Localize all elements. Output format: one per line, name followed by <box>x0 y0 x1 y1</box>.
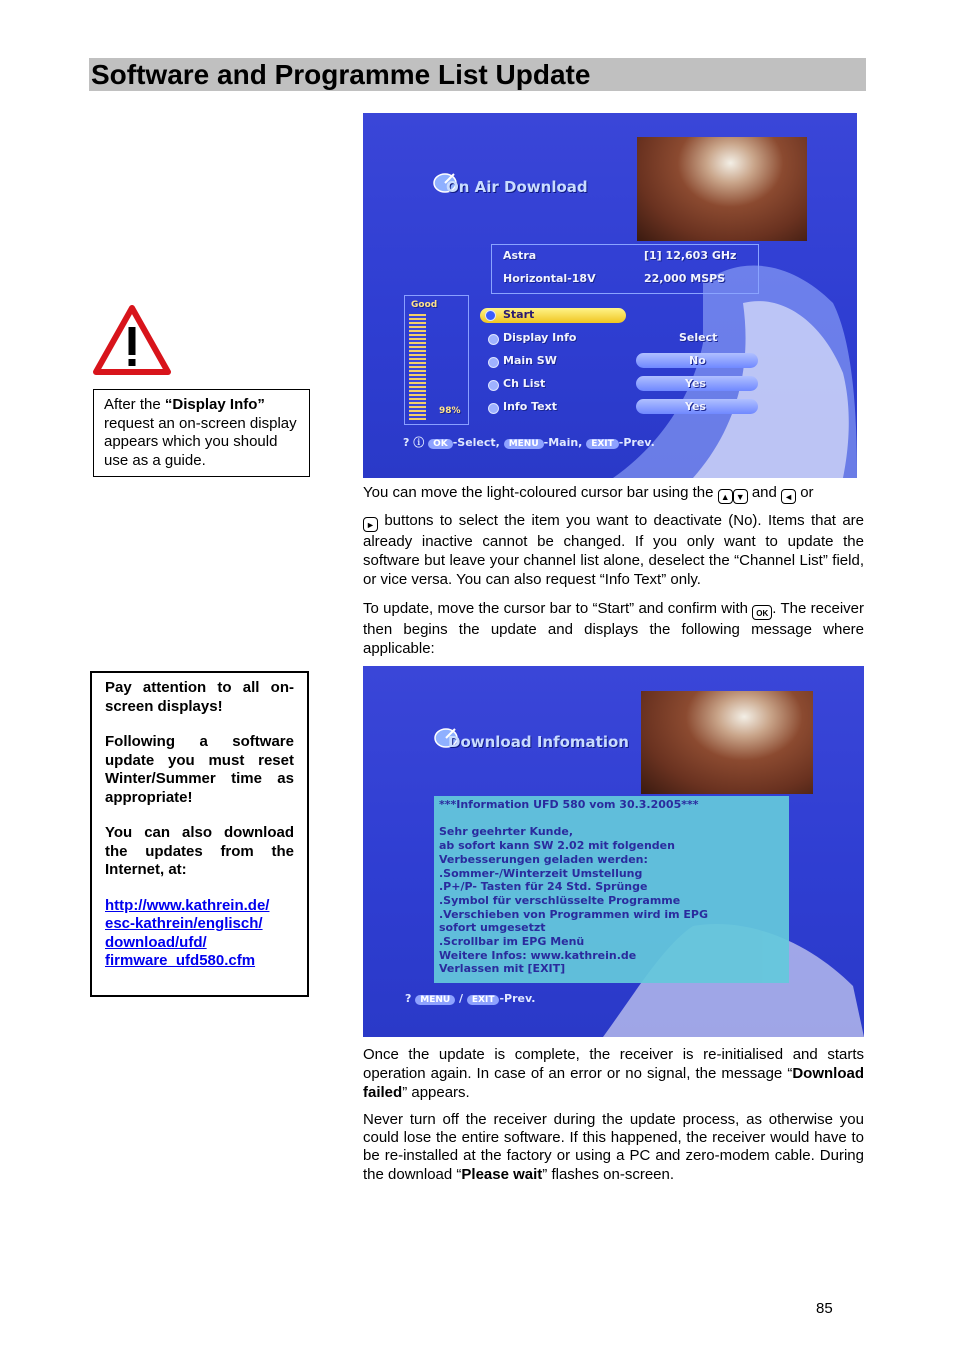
attention-box <box>90 671 309 997</box>
ch-list-value: Yes <box>685 377 706 390</box>
menu-bullet-ch-list <box>488 380 499 391</box>
info-text-value: Yes <box>685 400 706 413</box>
para1-b: and <box>747 484 782 501</box>
screen2-title: Download Infomation <box>448 733 629 751</box>
signal-level-meter <box>404 295 469 425</box>
para1-a: You can move the light-coloured cursor bar using the <box>363 484 718 501</box>
ok-key-pill: OK <box>428 439 453 449</box>
on-air-download-screenshot <box>363 113 857 478</box>
info-icon: ⓘ <box>413 436 425 449</box>
screen1-hint-bar <box>403 434 655 450</box>
help-icon: ? <box>403 436 410 449</box>
para4-a: Never turn off the receiver during the update process, as otherwise you could lose the entire software. If this happened, the receiver would have to be re-installed at the factory or using a PC and zero-modem cable. During the download “ <box>363 1111 864 1183</box>
note-highlight: “Display Info” <box>164 396 265 413</box>
firmware-link-line-2[interactable]: esc-kathrein/englisch/ <box>105 915 263 932</box>
satellite-name: Astra <box>503 249 537 262</box>
hint-main: -Main, <box>543 436 583 449</box>
attention-p2: Following a software update you must reset Winter/Summer time as appropriate! <box>105 733 294 806</box>
note-prefix: After the <box>104 396 165 413</box>
menu-key-pill: MENU <box>504 439 544 449</box>
main-sw-value: No <box>689 354 706 367</box>
page-title: Software and Programme List Update <box>91 59 591 90</box>
para4-b: ” flashes on-screen. <box>542 1165 675 1183</box>
para1-d: buttons to select the item you want to deactivate (No). Items that are already inactive cannot be changed. If you only want to update the software but leave your channel list alone, deselect the “Channel List” field, or vice versa. You can also request “Info Text” only. <box>363 512 864 588</box>
para3-b: ” appears. <box>402 1084 470 1101</box>
para2-a: To update, move the cursor bar to “Start” and confirm with <box>363 600 753 617</box>
down-arrow-key-icon: ▼ <box>733 489 748 504</box>
menu-item-info-text[interactable]: Info Text <box>503 400 557 413</box>
display-info-note <box>93 389 310 477</box>
info-line: .P+/P- Tasten für 24 Std. Sprünge <box>439 880 648 893</box>
firmware-link-line-4[interactable]: firmware_ufd580.cfm <box>105 952 256 969</box>
download-failed-text: Download failed <box>363 1065 864 1101</box>
right-arrow-key-icon: ► <box>363 517 378 532</box>
info-line: .Symbol für verschlüsselte Programme <box>439 894 681 907</box>
info-line: ab sofort kann SW 2.02 mit folgenden <box>439 839 675 852</box>
exit-key-pill-2: EXIT <box>467 995 500 1005</box>
warning-text <box>363 1111 864 1184</box>
info-line: .Verschieben von Programmen wird im EPG <box>439 908 709 921</box>
menu-key-pill-2: MENU <box>415 995 455 1005</box>
firmware-link-line-1[interactable]: http://www.kathrein.de/ <box>105 896 270 914</box>
select-header: Select <box>679 331 718 344</box>
please-wait-text: Please wait <box>461 1165 543 1183</box>
signal-level-bar <box>409 314 426 420</box>
update-instructions <box>363 599 864 658</box>
help-icon-2: ? <box>405 992 412 1005</box>
info-line: Verbesserungen geladen werden: <box>439 853 648 866</box>
menu-bullet-info-text <box>488 403 499 414</box>
firmware-link-line-3[interactable]: download/ufd/ <box>105 933 207 951</box>
attention-p1: Pay attention to all on-screen displays! <box>105 679 294 715</box>
info-line: sofort umgesetzt <box>439 921 546 934</box>
update-complete-text <box>363 1045 864 1102</box>
screen2-hint-bar <box>405 992 535 1005</box>
download-info-panel <box>434 796 789 983</box>
info-line: ***Information UFD 580 vom 30.3.2005*** <box>439 798 699 811</box>
polarity-value: Horizontal-18V <box>503 272 596 285</box>
attention-p3: You can also download the updates from the Internet, at: <box>105 824 294 878</box>
up-arrow-key-icon: ▲ <box>718 489 733 504</box>
menu-item-main-sw[interactable]: Main SW <box>503 354 557 367</box>
menu-item-ch-list[interactable]: Ch List <box>503 377 546 390</box>
hint-select: -Select, <box>452 436 500 449</box>
firmware-link[interactable] <box>105 897 294 971</box>
level-value: 98% <box>439 406 461 416</box>
menu-bullet-main-sw <box>488 357 499 368</box>
dome-photo <box>637 137 807 241</box>
level-label: Good <box>411 300 438 310</box>
menu-bullet-start <box>485 310 496 321</box>
title-bar <box>89 58 866 91</box>
para2-b: . The receiver then begins the update and displays the following message where applicable: <box>363 600 865 657</box>
para1-c: or <box>796 484 814 501</box>
page-number: 85 <box>816 1300 833 1317</box>
para3-a: Once the update is complete, the receiver is re-initialised and starts operation again. In case of an error or no signal, the message “ <box>363 1046 864 1082</box>
dome-photo-2 <box>641 691 813 794</box>
menu-cursor-bar <box>480 308 626 323</box>
menu-item-display-info[interactable]: Display Info <box>503 331 577 344</box>
ok-key-icon: OK <box>752 605 772 620</box>
symbol-rate-value: 22,000 MSPS <box>644 272 726 285</box>
info-line: Verlassen mit [EXIT] <box>439 962 566 975</box>
exit-key-pill: EXIT <box>586 439 619 449</box>
menu-item-start[interactable]: Start <box>503 308 535 321</box>
screen1-title: On Air Download <box>446 178 588 196</box>
info-line: .Scrollbar im EPG Menü <box>439 935 585 948</box>
warning-icon <box>93 305 171 375</box>
info-line: Weitere Infos: www.kathrein.de <box>439 949 637 962</box>
cursor-instructions <box>363 483 864 589</box>
download-information-screenshot <box>363 666 864 1037</box>
info-line: Sehr geehrter Kunde, <box>439 825 573 838</box>
note-suffix: request an on-screen display appears which you should use as a guide. <box>104 414 297 469</box>
frequency-value: [1] 12,603 GHz <box>644 249 737 262</box>
hint-prev: -Prev. <box>618 436 655 449</box>
hint-slash: / <box>459 992 464 1005</box>
hint-prev-2: -Prev. <box>499 992 536 1005</box>
menu-bullet-display-info <box>488 334 499 345</box>
info-line: .Sommer-/Winterzeit Umstellung <box>439 867 643 880</box>
left-arrow-key-icon: ◄ <box>781 489 796 504</box>
